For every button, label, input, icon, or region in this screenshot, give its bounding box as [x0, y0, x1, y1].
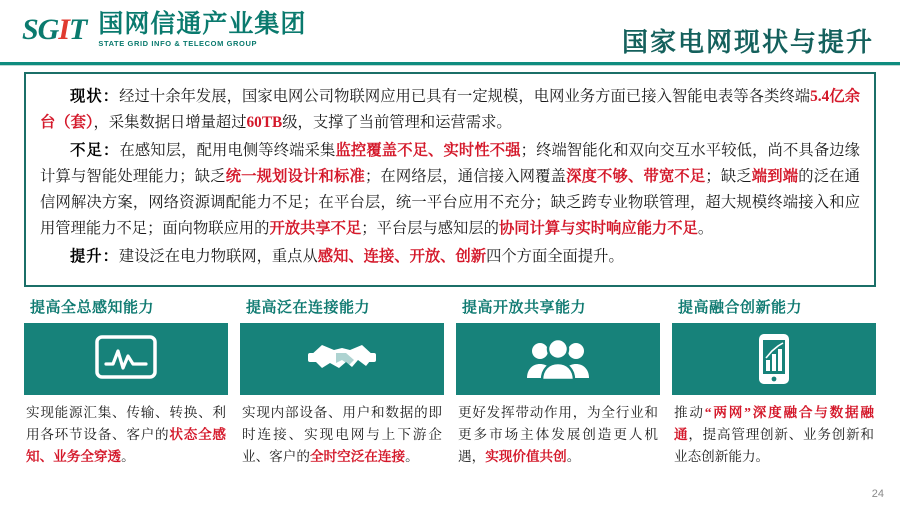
- capability-heading: 提高融合创新能力: [678, 300, 803, 316]
- highlight-collab-compute: 协同计算与实时响应能力不足: [498, 220, 698, 237]
- highlight-data-volume: 60TB: [246, 114, 283, 131]
- text-status-b: ，采集数据日增量超过: [93, 114, 247, 131]
- highlight-unified-standard: 统一规划设计和标准: [225, 168, 365, 185]
- label-shortcomings: 不足：: [70, 142, 120, 159]
- text-short-f: ；平台层与感知层的: [361, 220, 499, 237]
- highlight-open-sharing: 开放共享不足: [269, 220, 362, 237]
- handshake-icon: [240, 323, 444, 395]
- capability-card-connection: [240, 296, 444, 468]
- capability-card-perception: [24, 296, 228, 468]
- capability-body-pre: 推动: [674, 405, 705, 420]
- capability-body: [456, 402, 660, 468]
- logo-mark-icon: SGIT: [22, 13, 87, 47]
- mobile-chart-icon: [672, 323, 876, 395]
- text-short-b: ；终端智能化和双向交互水平较低，尚不具备边缘计算与智能处理能力；缺乏: [40, 142, 860, 185]
- text-short-g: 。: [697, 220, 714, 237]
- text-short-c: ；在网络层，通信接入网覆盖: [364, 168, 567, 185]
- capability-card-innovation: [672, 296, 876, 468]
- logo-company-name-en: STATE GRID INFO & TELECOM GROUP: [98, 39, 258, 49]
- capability-body: [24, 402, 228, 468]
- header-divider-thin: [0, 65, 900, 66]
- capability-body-post: ，提高管理创新、业务创新和业态创新能力。: [674, 427, 875, 464]
- capability-columns: [24, 296, 876, 468]
- paragraph-shortcomings: [40, 138, 860, 242]
- paragraph-improvement: [40, 244, 860, 270]
- page-header: [0, 0, 900, 62]
- capability-body: [240, 402, 444, 468]
- highlight-monitoring-gap: 监控覆盖不足、实时性不强: [335, 142, 521, 159]
- capability-body-pre: 实现内部设备、用户和数据的即时连接、实现电网与上下游企业、客户的: [242, 405, 442, 464]
- capability-body-highlight: 状态全感知、业务全穿透: [26, 427, 227, 464]
- text-improve-b: 四个方面全面提升。: [486, 248, 624, 265]
- text-improve-a: 建设泛在电力物联网，重点从: [118, 248, 318, 265]
- capability-body-post: 。: [566, 449, 581, 464]
- highlight-coverage-depth: 深度不够、带宽不足: [566, 168, 706, 185]
- label-improvement: 提升：: [70, 248, 119, 265]
- text-status-a: 经过十余年发展，国家电网公司物联网应用已具有一定规模，电网业务方面已接入智能电表等各类终端: [119, 88, 811, 105]
- text-short-e: 的泛在通信网解决方案，网络资源调配能力不足；在平台层，统一平台应用不充分；缺乏跨专业物联管理，超大规模终端接入和应用管理能力不足；面向物联应用的: [40, 168, 860, 237]
- capability-heading: 提高开放共享能力: [462, 300, 587, 316]
- capability-body-post: 。: [121, 449, 135, 464]
- highlight-four-aspects: 感知、连接、开放、创新: [317, 248, 487, 265]
- paragraph-current-status: [40, 84, 860, 136]
- logo-text: [98, 12, 306, 48]
- capability-heading: 提高全总感知能力: [30, 300, 155, 316]
- capability-body-post: 。: [405, 449, 419, 464]
- capability-card-open-sharing: [456, 296, 660, 468]
- text-status-c: 级，支撑了当前管理和运营需求。: [282, 114, 512, 131]
- people-group-icon: [456, 323, 660, 395]
- capability-body: [672, 402, 876, 468]
- content-box: [24, 72, 876, 287]
- highlight-terminal-count: 5.4亿余台（套）: [40, 88, 860, 131]
- label-current-status: 现状：: [70, 88, 120, 105]
- capability-body-highlight: 实现价值共创: [485, 449, 567, 464]
- page-number: 24: [871, 488, 884, 500]
- capability-body-pre: 实现能源汇集、传输、转换、利用各环节设备、客户的: [26, 405, 226, 442]
- company-logo: [22, 12, 306, 48]
- logo-company-name-cn: 国网信通产业集团: [98, 11, 307, 38]
- capability-heading: 提高泛在连接能力: [246, 300, 371, 316]
- waveform-monitor-icon: [24, 323, 228, 395]
- capability-body-highlight: 全时空泛在连接: [309, 449, 406, 464]
- capability-body-highlight: “两网”深度融合与数据融通: [674, 405, 875, 442]
- page-title: 国家电网现状与提升: [621, 28, 874, 57]
- capability-body-pre: 更好发挥带动作用，为全行业和更多市场主体发展创造更人机遇，: [458, 405, 658, 464]
- text-short-d: ；缺乏: [705, 168, 752, 185]
- highlight-end-to-end: 端到端: [751, 168, 799, 185]
- text-short-a: 在感知层，配用电侧等终端采集: [119, 142, 336, 159]
